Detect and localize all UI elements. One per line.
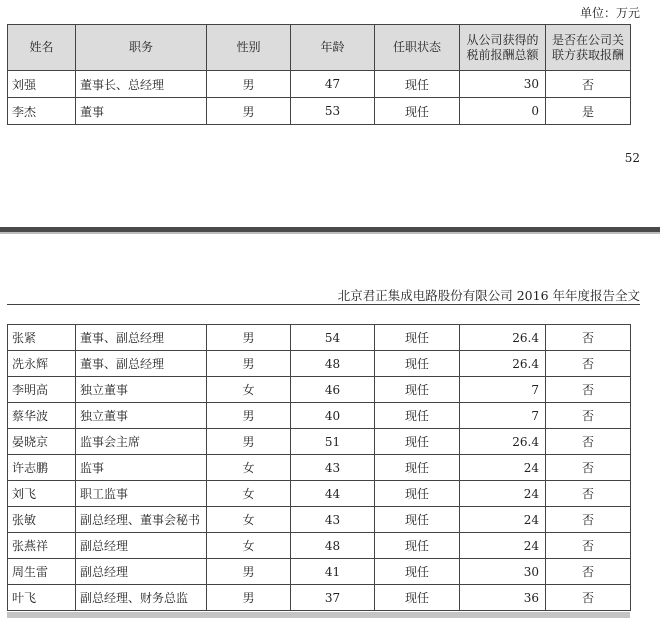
cell-pay: 26.4 <box>460 429 546 455</box>
cell-status: 现任 <box>375 481 460 507</box>
cell-related: 否 <box>546 429 631 455</box>
cell-age: 46 <box>291 377 375 403</box>
cell-age: 40 <box>291 403 375 429</box>
cell-related: 否 <box>546 377 631 403</box>
cell-age: 41 <box>291 559 375 585</box>
table-row <box>8 507 631 533</box>
cell-pay: 0 <box>460 98 546 125</box>
cell-related: 否 <box>546 71 631 98</box>
cell-pay: 30 <box>460 559 546 585</box>
cell-status: 现任 <box>375 377 460 403</box>
cell-status: 现任 <box>375 325 460 351</box>
continued-table-edge <box>7 612 630 618</box>
header-related-line2: 联方获取报酬 <box>551 47 624 62</box>
cell-related: 是 <box>546 98 631 125</box>
cell-age: 47 <box>291 71 375 98</box>
cell-pay: 24 <box>460 507 546 533</box>
compensation-table-page2 <box>7 324 631 611</box>
cell-gender: 男 <box>207 585 291 611</box>
cell-status: 现任 <box>375 71 460 98</box>
cell-gender: 男 <box>207 71 291 98</box>
cell-related: 否 <box>546 481 631 507</box>
cell-title: 监事会主席 <box>76 429 207 455</box>
table-row <box>8 455 631 481</box>
cell-age: 48 <box>291 351 375 377</box>
cell-status: 现任 <box>375 585 460 611</box>
cell-status: 现任 <box>375 351 460 377</box>
cell-age: 54 <box>291 325 375 351</box>
cell-gender: 男 <box>207 98 291 125</box>
cell-gender: 女 <box>207 507 291 533</box>
table-row <box>8 98 631 125</box>
cell-related: 否 <box>546 585 631 611</box>
cell-pay: 24 <box>460 533 546 559</box>
cell-name: 冼永辉 <box>8 351 76 377</box>
page-number: 52 <box>624 151 640 165</box>
cell-gender: 女 <box>207 455 291 481</box>
cell-gender: 女 <box>207 377 291 403</box>
cell-title: 副总经理、董事会秘书 <box>76 507 207 533</box>
cell-related: 否 <box>546 507 631 533</box>
cell-name: 叶飞 <box>8 585 76 611</box>
cell-pay: 26.4 <box>460 325 546 351</box>
cell-pay: 7 <box>460 377 546 403</box>
cell-related: 否 <box>546 559 631 585</box>
cell-related: 否 <box>546 533 631 559</box>
table-row <box>8 71 631 98</box>
cell-title: 独立董事 <box>76 403 207 429</box>
cell-name: 李明高 <box>8 377 76 403</box>
cell-pay: 30 <box>460 71 546 98</box>
header-pay-line1: 从公司获得的 <box>466 32 539 47</box>
cell-status: 现任 <box>375 429 460 455</box>
cell-status: 现任 <box>375 559 460 585</box>
cell-pay: 26.4 <box>460 351 546 377</box>
cell-gender: 男 <box>207 403 291 429</box>
cell-pay: 7 <box>460 403 546 429</box>
cell-title: 副总经理 <box>76 533 207 559</box>
header-related-line1: 是否在公司关 <box>551 32 624 47</box>
cell-gender: 女 <box>207 533 291 559</box>
cell-title: 副总经理 <box>76 559 207 585</box>
cell-age: 53 <box>291 98 375 125</box>
cell-name: 蔡华波 <box>8 403 76 429</box>
header-name: 姓名 <box>8 25 76 71</box>
cell-title: 副总经理、财务总监 <box>76 585 207 611</box>
cell-gender: 男 <box>207 429 291 455</box>
cell-name: 张燕祥 <box>8 533 76 559</box>
header-age: 年龄 <box>291 25 375 71</box>
cell-related: 否 <box>546 325 631 351</box>
cell-status: 现任 <box>375 98 460 125</box>
cell-pay: 24 <box>460 481 546 507</box>
cell-pay: 24 <box>460 455 546 481</box>
cell-title: 董事 <box>76 98 207 125</box>
cell-status: 现任 <box>375 455 460 481</box>
cell-age: 43 <box>291 507 375 533</box>
table-header-row <box>8 25 631 71</box>
cell-related: 否 <box>546 351 631 377</box>
cell-name: 晏晓京 <box>8 429 76 455</box>
report-title: 北京君正集成电路股份有限公司 2016 年年度报告全文 <box>337 288 640 303</box>
cell-status: 现任 <box>375 533 460 559</box>
header-rule <box>7 304 640 305</box>
cell-name: 刘飞 <box>8 481 76 507</box>
cell-name: 张敏 <box>8 507 76 533</box>
table-row <box>8 559 631 585</box>
table-row <box>8 481 631 507</box>
table-row <box>8 429 631 455</box>
table-row <box>8 325 631 351</box>
cell-title: 监事 <box>76 455 207 481</box>
cell-title: 独立董事 <box>76 377 207 403</box>
cell-age: 43 <box>291 455 375 481</box>
cell-title: 董事长、总经理 <box>76 71 207 98</box>
cell-status: 现任 <box>375 403 460 429</box>
header-pay-line2: 税前报酬总额 <box>466 47 539 62</box>
cell-gender: 男 <box>207 325 291 351</box>
cell-title: 董事、副总经理 <box>76 325 207 351</box>
header-title: 职务 <box>76 25 207 71</box>
table-row <box>8 533 631 559</box>
cell-title: 董事、副总经理 <box>76 351 207 377</box>
cell-name: 周生雷 <box>8 559 76 585</box>
cell-status: 现任 <box>375 507 460 533</box>
table-row <box>8 377 631 403</box>
cell-related: 否 <box>546 403 631 429</box>
cell-age: 37 <box>291 585 375 611</box>
table-row <box>8 351 631 377</box>
cell-name: 张紧 <box>8 325 76 351</box>
table-row <box>8 403 631 429</box>
cell-age: 48 <box>291 533 375 559</box>
cell-title: 职工监事 <box>76 481 207 507</box>
header-related <box>546 25 631 71</box>
cell-name: 刘强 <box>8 71 76 98</box>
cell-pay: 36 <box>460 585 546 611</box>
cell-age: 44 <box>291 481 375 507</box>
unit-label: 单位：万元 <box>579 6 640 20</box>
cell-name: 许志鹏 <box>8 455 76 481</box>
table-row <box>8 585 631 611</box>
cell-gender: 男 <box>207 559 291 585</box>
page-break-shadow <box>0 232 660 234</box>
cell-gender: 男 <box>207 351 291 377</box>
compensation-table-page1 <box>7 24 631 125</box>
cell-name: 李杰 <box>8 98 76 125</box>
header-gender: 性别 <box>207 25 291 71</box>
cell-related: 否 <box>546 455 631 481</box>
header-status: 任职状态 <box>375 25 460 71</box>
cell-age: 51 <box>291 429 375 455</box>
header-pay <box>460 25 546 71</box>
cell-gender: 女 <box>207 481 291 507</box>
